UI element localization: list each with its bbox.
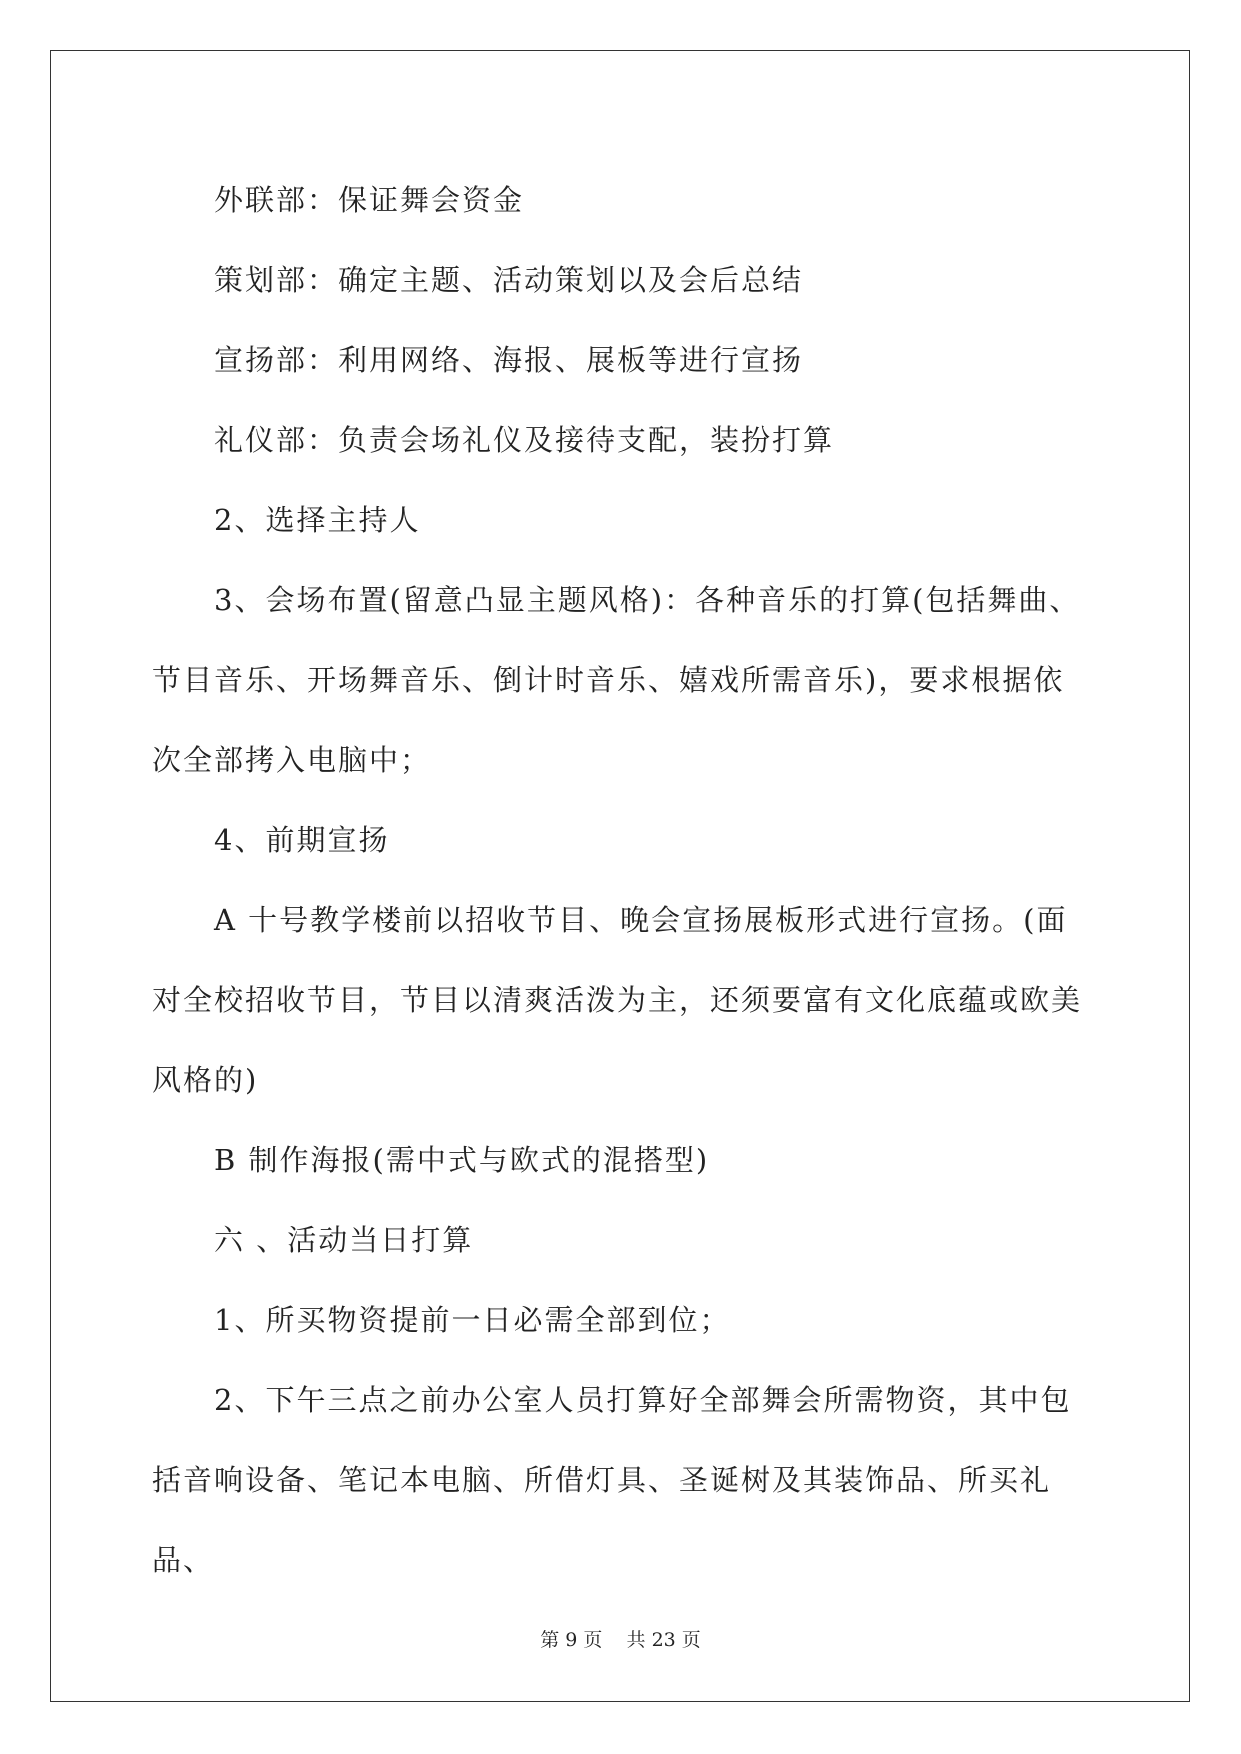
paragraph: A 十号教学楼前以招收节目、晚会宣扬展板形式进行宣扬。(面对全校招收节目，节目以清爽活泼为主，还须要富有文化底蕴或欧美风格的) [152, 903, 1083, 1097]
paragraph: 礼仪部：负责会场礼仪及接待支配，装扮打算 [214, 423, 835, 457]
paragraph: B 制作海报(需中式与欧式的混搭型) [214, 1143, 710, 1177]
document-body [152, 160, 1092, 1600]
page-number: 第 9 页 共 23 页 [540, 1629, 701, 1651]
paragraph: 4、前期宣扬 [214, 823, 390, 857]
paragraph: 3、会场布置(留意凸显主题风格)：各种音乐的打算(包括舞曲、节目音乐、开场舞音乐、倒计时音乐、嬉戏所需音乐)，要求根据依次全部拷入电脑中； [152, 583, 1081, 777]
paragraph: 2、下午三点之前办公室人员打算好全部舞会所需物资，其中包括音响设备、笔记本电脑、所借灯具、圣诞树及其装饰品、所买礼品、 [152, 1383, 1072, 1577]
paragraph: 六 、活动当日打算 [214, 1223, 474, 1257]
page-footer [0, 1625, 1241, 1652]
paragraph: 外联部：保证舞会资金 [214, 183, 525, 217]
paragraph: 2、选择主持人 [214, 503, 421, 537]
paragraph: 宣扬部：利用网络、海报、展板等进行宣扬 [214, 343, 804, 377]
paragraph: 1、所买物资提前一日必需全部到位； [214, 1303, 731, 1337]
paragraph: 策划部：确定主题、活动策划以及会后总结 [214, 263, 804, 297]
